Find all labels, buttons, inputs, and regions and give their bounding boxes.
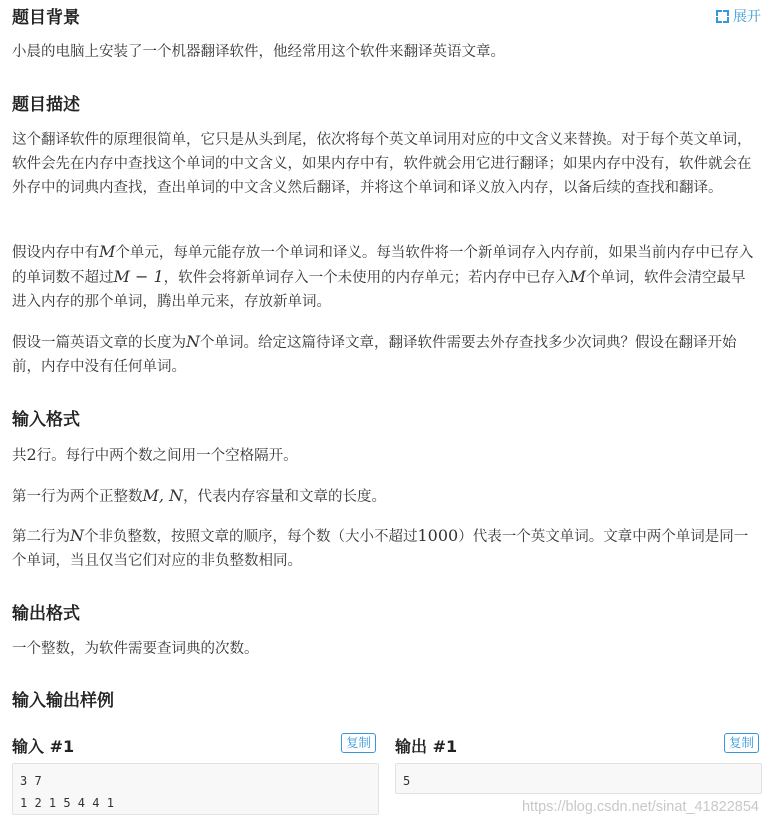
sample-output-title: 输出 #1 [395,737,458,756]
expand-label: 展开 [733,9,761,25]
description-paragraph-1: 这个翻译软件的原理很简单，它只是从头到尾，依次将每个英文单词用对应的中文含义来替换。对于每个英文单词，软件会先在内存中查找这个单词的中文含义，如果内存中有，软件就会用它进行翻译；如果内存中没有，软件就会在外存中的词典内查找，查出单词的中文含义然后翻译，并将这个单词和译义放入内存，以备后续的查找和翻译。 [12,132,752,196]
math-m: M [99,242,116,261]
sample-input-box[interactable]: 3 7 1 2 1 5 4 4 1 [12,763,379,815]
output-format-heading: 输出格式 [12,604,80,624]
copy-input-button[interactable]: 复制 [341,733,376,753]
watermark: https://blog.csdn.net/sinat_41822854 [521,799,759,815]
sample-output-box[interactable]: 5 [395,763,762,794]
description-paragraph-3: 假设一篇英语文章的长度为N个单词。给定这篇待译文章，翻译软件需要去外存查找多少次词典？假设在翻译开始前，内存中没有任何单词。 [12,332,737,375]
output-format-text: 一个整数，为软件需要查词典的次数。 [12,641,259,657]
expand-button[interactable] [716,6,761,26]
math-n: N [70,526,84,545]
background-heading: 题目背景 [12,8,80,28]
sample-input-title: 输入 #1 [12,737,75,756]
input-format-paragraph-3: 第二行为N个非负整数，按照文章的顺序，每个数（大小不超过1000）代表一个英文单词。文章中两个单词是同一个单词，当且仅当它们对应的非负整数相同。 [12,526,749,569]
input-format-paragraph-1: 共2行。每行中两个数之间用一个空格隔开。 [12,445,298,464]
math-n: N [186,332,200,351]
samples-heading: 输入输出样例 [12,691,114,711]
copy-output-button[interactable]: 复制 [724,733,759,753]
input-format-heading: 输入格式 [12,410,80,430]
background-text: 小晨的电脑上安装了一个机器翻译软件，他经常用这个软件来翻译英语文章。 [12,44,505,60]
expand-icon [716,10,729,23]
description-paragraph-2: 假设内存中有M个单元，每单元能存放一个单词和译义。每当软件将一个新单词存入内存前，如果当前内存中已存入的单词数不超过M − 1，软件会将新单词存入一个未使用的内存单元；若内存中已存入M个单词，软件会清空最早进入内存的那个单词，腾出单元来，存放新单词。 [12,242,754,310]
math-m: M [569,267,587,286]
math-m-minus-1: M − 1 [113,267,164,286]
description-heading: 题目描述 [12,95,80,115]
input-format-paragraph-2: 第一行为两个正整数M, N，代表内存容量和文章的长度。 [12,486,387,505]
math-m-n: M, N [142,486,184,505]
